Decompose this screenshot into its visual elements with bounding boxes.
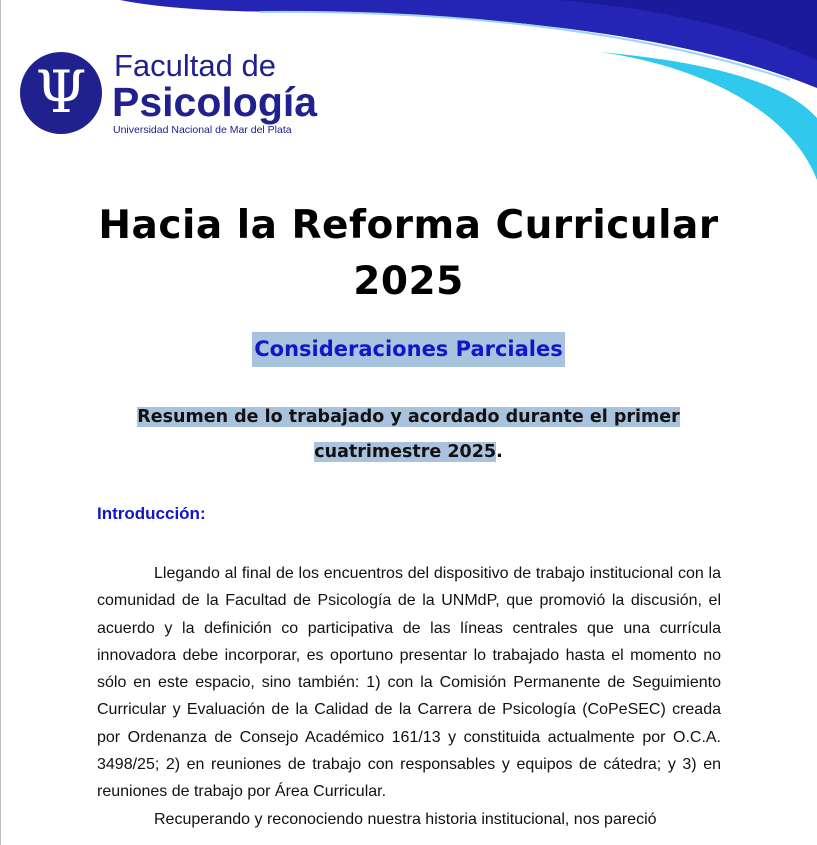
summary-line-2: cuatrimestre 2025 [314, 442, 497, 462]
subtitle-container [0, 332, 817, 367]
faculty-logo [20, 48, 340, 143]
document-body [97, 560, 721, 833]
logo-text-facultad: Facultad de [114, 48, 276, 83]
intro-heading: Introducción: [97, 504, 206, 523]
body-paragraph-2: Recuperando y reconociendo nuestra historia institucional, nos pareció [154, 810, 657, 828]
summary-heading [80, 400, 737, 470]
logo-text-psicologia: Psicología [112, 79, 318, 125]
body-paragraph-1: Llegando al final de los encuentros del dispositivo de trabajo institucional con la comunidad de la Facultad de Psicología de la UNMdP, que promovió la discusión, el acuerdo y la definición co participativa de las líneas centrales que una currícula innovadora debe incorporar, es oportuno presentar lo trabajado hasta el momento no sólo en este espacio, sino también: 1) con la Comisión Permanente de Seguimiento Curricular y Evaluación de la Calidad de la Carrera de Psicología (CoPeSEC) creada por Ordenanza de Consejo Académico 161/13 y constituida actualmente por O.C.A. 3498/25; 2) en reuniones de trabajo con responsables y equipos de cátedra; y 3) en reuniones de trabajo por Área Curricular. [97, 565, 721, 801]
document-title [80, 198, 737, 310]
summary-line-1: Resumen de lo trabajado y acordado durante el primer [137, 407, 680, 427]
psi-logo-icon: Ψ [20, 52, 102, 134]
title-line-2: 2025 [353, 259, 464, 304]
title-line-1: Hacia la Reforma Curricular [98, 203, 719, 248]
summary-period: . [496, 442, 503, 462]
document-subtitle: Consideraciones Parciales [252, 332, 564, 367]
logo-text-university: Universidad Nacional de Mar del Plata [113, 124, 292, 136]
